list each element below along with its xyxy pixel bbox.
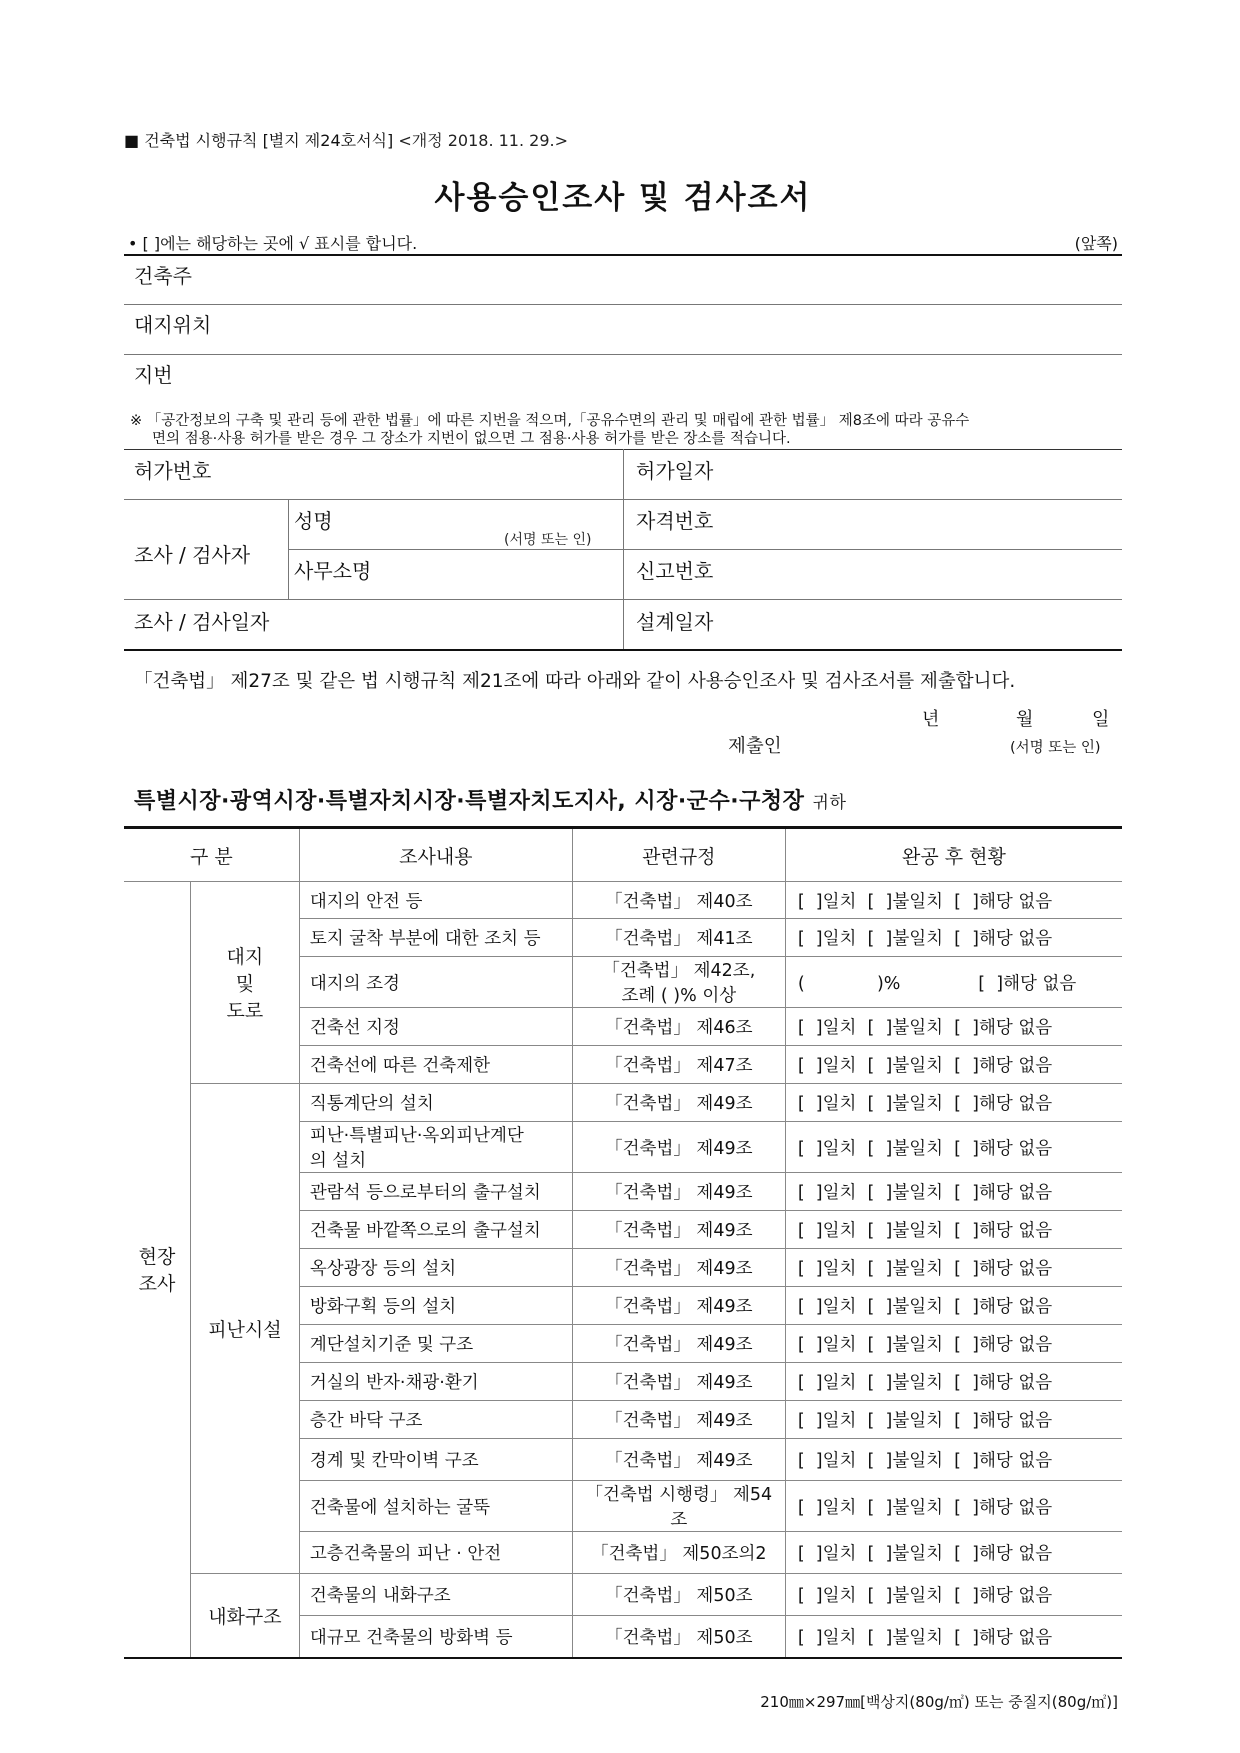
row-regulation: 「건축법」 제50조 bbox=[572, 1574, 785, 1616]
sub-site-road: 대지 및 도로 bbox=[191, 882, 300, 1084]
table-header-row bbox=[124, 828, 1122, 882]
row-regulation: 「건축법」 제47조 bbox=[572, 1046, 785, 1084]
row-regulation: 「건축법」 제49조 bbox=[572, 1173, 785, 1211]
row-item: 건축선에 따른 건축제한 bbox=[299, 1046, 572, 1084]
row-regulation: 「건축법」 제50조의2 bbox=[572, 1532, 785, 1574]
row-status-checkboxes[interactable]: [ ]일치 [ ]불일치 [ ]해당 없음 bbox=[785, 1574, 1122, 1616]
page-side-label: (앞쪽) bbox=[1074, 234, 1118, 253]
row-item: 토지 굴착 부분에 대한 조치 등 bbox=[299, 919, 572, 957]
row-status-checkboxes[interactable]: [ ]일치 [ ]불일치 [ ]해당 없음 bbox=[785, 1211, 1122, 1249]
permit-date-label: 허가일자 bbox=[636, 459, 714, 483]
row-status-checkboxes[interactable]: [ ]일치 [ ]불일치 [ ]해당 없음 bbox=[785, 1439, 1122, 1481]
declaration-text: 「건축법」 제27조 및 같은 법 시행규칙 제21조에 따라 아래와 같이 사용승인조사 및 검사조서를 제출합니다. bbox=[134, 671, 1016, 692]
form-identifier bbox=[124, 128, 568, 151]
footnote-line-1: ※ 「공간정보의 구축 및 관리 등에 관한 법률」에 따른 지번을 적으며,「공유수면의 관리 및 매립에 관한 법률」 제8조에 따라 공유수 bbox=[130, 413, 970, 429]
row-status-checkboxes[interactable]: [ ]일치 [ ]불일치 [ ]해당 없음 bbox=[785, 1008, 1122, 1046]
row-status-checkboxes[interactable]: [ ]일치 [ ]불일치 [ ]해당 없음 bbox=[785, 1046, 1122, 1084]
form-id-label: ■ 건축법 시행규칙 [별지 제24호서식] bbox=[124, 131, 394, 150]
row-item: 건축물에 설치하는 굴뚝 bbox=[299, 1481, 572, 1532]
row-regulation: 「건축법」 제41조 bbox=[572, 919, 785, 957]
row-status-checkboxes[interactable]: [ ]일치 [ ]불일치 [ ]해당 없음 bbox=[785, 882, 1122, 919]
license-number-label: 자격번호 bbox=[636, 509, 714, 533]
year-label: 년 bbox=[922, 709, 940, 730]
column-divider bbox=[288, 499, 289, 599]
row-status-checkboxes[interactable]: ( )% [ ]해당 없음 bbox=[785, 957, 1122, 1008]
row-status-checkboxes[interactable]: [ ]일치 [ ]불일치 [ ]해당 없음 bbox=[785, 1532, 1122, 1574]
row-item: 옥상광장 등의 설치 bbox=[299, 1249, 572, 1287]
recipient-suffix: 귀하 bbox=[812, 793, 847, 813]
row-regulation: 「건축법」 제49조 bbox=[572, 1211, 785, 1249]
footnote bbox=[130, 412, 1120, 448]
header-regulation: 관련규정 bbox=[572, 828, 785, 882]
row-regulation: 「건축법」 제49조 bbox=[572, 1122, 785, 1173]
row-item: 방화구획 등의 설치 bbox=[299, 1287, 572, 1325]
row-regulation: 「건축법」 제49조 bbox=[572, 1249, 785, 1287]
row-item: 대지의 조경 bbox=[299, 957, 572, 1008]
row-item: 건축선 지정 bbox=[299, 1008, 572, 1046]
row-status-checkboxes[interactable]: [ ]일치 [ ]불일치 [ ]해당 없음 bbox=[785, 1481, 1122, 1532]
header-status: 완공 후 현황 bbox=[785, 828, 1122, 882]
row-status-checkboxes[interactable]: [ ]일치 [ ]불일치 [ ]해당 없음 bbox=[785, 919, 1122, 957]
report-number-label: 신고번호 bbox=[636, 559, 714, 583]
design-date-label: 설계일자 bbox=[636, 610, 714, 634]
row-regulation: 「건축법」 제50조 bbox=[572, 1616, 785, 1658]
sub-evacuation: 피난시설 bbox=[191, 1084, 300, 1574]
submitter-sign-hint: (서명 또는 인) bbox=[1010, 740, 1101, 756]
divider bbox=[124, 254, 1122, 256]
divider bbox=[124, 649, 1122, 651]
row-regulation: 「건축법」 제40조 bbox=[572, 882, 785, 919]
row-status-checkboxes[interactable]: [ ]일치 [ ]불일치 [ ]해당 없음 bbox=[785, 1249, 1122, 1287]
recipient-line bbox=[134, 784, 846, 815]
row-item: 피난·특별피난·옥외피난계단 의 설치 bbox=[299, 1122, 572, 1173]
table-row bbox=[124, 882, 1122, 919]
day-label: 일 bbox=[1092, 709, 1110, 730]
row-item: 대규모 건축물의 방화벽 등 bbox=[299, 1616, 572, 1658]
office-name-label: 사무소명 bbox=[294, 559, 372, 583]
table-row bbox=[124, 1574, 1122, 1616]
permit-number-label: 허가번호 bbox=[134, 459, 212, 483]
owner-label: 건축주 bbox=[134, 264, 192, 288]
inspector-label: 조사 / 검사자 bbox=[134, 543, 251, 567]
row-status-checkboxes[interactable]: [ ]일치 [ ]불일치 [ ]해당 없음 bbox=[785, 1122, 1122, 1173]
row-item: 계단설치기준 및 구조 bbox=[299, 1325, 572, 1363]
row-status-checkboxes[interactable]: [ ]일치 [ ]불일치 [ ]해당 없음 bbox=[785, 1084, 1122, 1122]
row-status-checkboxes[interactable]: [ ]일치 [ ]불일치 [ ]해당 없음 bbox=[785, 1287, 1122, 1325]
site-location-label: 대지위치 bbox=[134, 313, 212, 337]
footnote-line-2: 면의 점용·사용 허가를 받은 경우 그 장소가 지번이 없으면 그 점용·사용 허가를 받은 장소를 적습니다. bbox=[152, 431, 791, 447]
submitter-label: 제출인 bbox=[728, 736, 782, 757]
row-item: 거실의 반자·채광·환기 bbox=[299, 1363, 572, 1401]
sub-fireproof: 내화구조 bbox=[191, 1574, 300, 1658]
row-status-checkboxes[interactable]: [ ]일치 [ ]불일치 [ ]해당 없음 bbox=[785, 1173, 1122, 1211]
inspection-date-label: 조사 / 검사일자 bbox=[134, 610, 270, 634]
row-status-checkboxes[interactable]: [ ]일치 [ ]불일치 [ ]해당 없음 bbox=[785, 1325, 1122, 1363]
row-status-checkboxes[interactable]: [ ]일치 [ ]불일치 [ ]해당 없음 bbox=[785, 1363, 1122, 1401]
page-title: 사용승인조사 및 검사조서 bbox=[434, 180, 812, 216]
row-regulation: 「건축법」 제49조 bbox=[572, 1325, 785, 1363]
row-regulation: 「건축법」 제49조 bbox=[572, 1401, 785, 1439]
instruction-text: • [ ]에는 해당하는 곳에 √ 표시를 합니다. bbox=[128, 234, 418, 253]
row-item: 관람석 등으로부터의 출구설치 bbox=[299, 1173, 572, 1211]
row-item: 건축물 바깥쪽으로의 출구설치 bbox=[299, 1211, 572, 1249]
row-item: 직통계단의 설치 bbox=[299, 1084, 572, 1122]
inspection-table bbox=[124, 826, 1122, 1659]
row-regulation: 「건축법」 제46조 bbox=[572, 1008, 785, 1046]
row-item: 대지의 안전 등 bbox=[299, 882, 572, 919]
divider bbox=[124, 354, 1122, 355]
row-item: 고층건축물의 피난 · 안전 bbox=[299, 1532, 572, 1574]
row-regulation: 「건축법」 제49조 bbox=[572, 1363, 785, 1401]
row-regulation: 「건축법」 제42조, 조례 ( )% 이상 bbox=[572, 957, 785, 1008]
header-category: 구 분 bbox=[124, 828, 299, 882]
row-regulation: 「건축법」 제49조 bbox=[572, 1439, 785, 1481]
row-item: 층간 바닥 구조 bbox=[299, 1401, 572, 1439]
row-status-checkboxes[interactable]: [ ]일치 [ ]불일치 [ ]해당 없음 bbox=[785, 1616, 1122, 1658]
row-item: 건축물의 내화구조 bbox=[299, 1574, 572, 1616]
form-revision: <개정 2018. 11. 29.> bbox=[398, 131, 569, 150]
recipient-text: 특별시장·광역시장·특별자치시장·특별자치도지사, 시장·군수·구청장 bbox=[134, 789, 805, 814]
name-label: 성명 bbox=[294, 509, 333, 533]
instruction-line bbox=[128, 231, 1118, 254]
header-content: 조사내용 bbox=[299, 828, 572, 882]
row-item: 경계 및 칸막이벽 구조 bbox=[299, 1439, 572, 1481]
lot-number-label: 지번 bbox=[134, 363, 173, 387]
divider bbox=[124, 304, 1122, 305]
row-regulation: 「건축법」 제49조 bbox=[572, 1287, 785, 1325]
name-sign-hint: (서명 또는 인) bbox=[504, 532, 592, 548]
month-label: 월 bbox=[1016, 709, 1034, 730]
group-site-survey: 현장 조사 bbox=[124, 882, 191, 1658]
row-regulation: 「건축법」 제49조 bbox=[572, 1084, 785, 1122]
row-regulation: 「건축법 시행령」 제54조 bbox=[572, 1481, 785, 1532]
paper-spec-footer: 210㎜×297㎜[백상지(80g/㎡) 또는 중질지(80g/㎡)] bbox=[760, 1693, 1118, 1711]
divider bbox=[288, 549, 1122, 550]
column-divider bbox=[623, 449, 624, 649]
row-status-checkboxes[interactable]: [ ]일치 [ ]불일치 [ ]해당 없음 bbox=[785, 1401, 1122, 1439]
table-row bbox=[124, 1084, 1122, 1122]
